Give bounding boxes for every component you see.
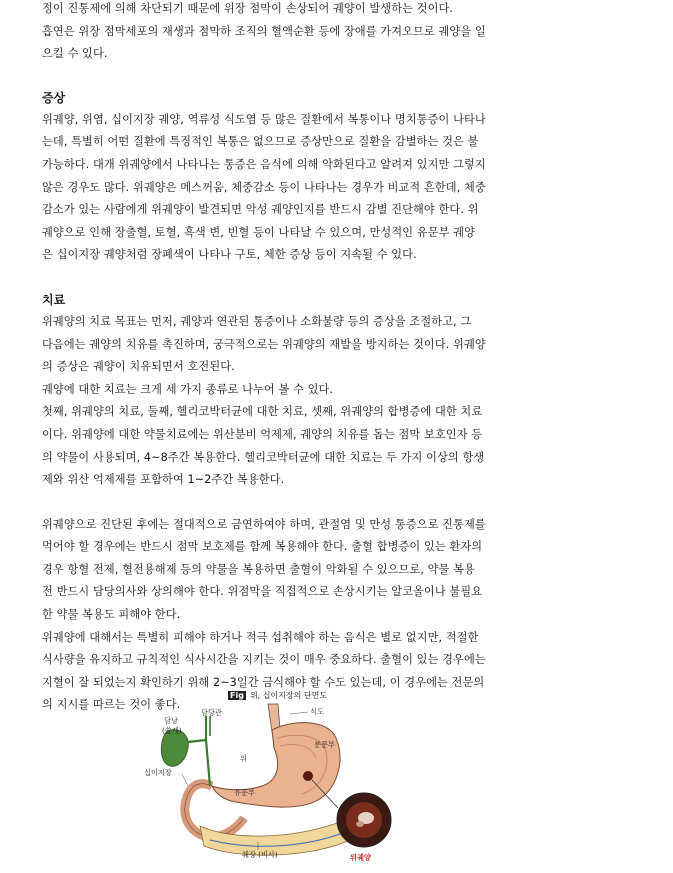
label-gallbladder: 담낭 — [164, 716, 178, 725]
label-cardia: 분문부 — [314, 740, 335, 749]
figure-caption-text: 위, 십이지장의 단면도 — [249, 691, 328, 700]
text-line: 정이 진통제에 의해 차단되기 때문에 위장 점막이 손상되어 궤양이 발생하는 것이다. — [42, 2, 454, 15]
text-line: 의 약물이 사용되며, 4~8주간 복용한다. 헬리코박터균에 대한 치료는 두 가지 이상의 항생 — [42, 450, 485, 464]
label-esophagus: 식도 — [310, 707, 324, 716]
text-line: 지혈이 잘 되었는지 확인하기 위해 2~3일간 금식해야 할 수도 있는데, 이 경우에는 전문의 — [42, 675, 485, 689]
text-line: 않은 경우도 많다. 위궤양은 메스꺼움, 체중감소 등이 나타나는 경우가 비교적 흔한데, 체중 — [42, 180, 486, 194]
text-line: 경우 항혈 전제, 혈전용해제 등의 약물을 복용하면 출혈이 악화될 수 있으므로, 약물 복용 — [42, 562, 475, 576]
paragraph-gap — [42, 492, 486, 514]
text-line: 제와 위산 억제제를 포함하여 1~2주간 복용한다. — [42, 473, 285, 487]
text-line: 다음에는 궤양의 치유를 촉진하며, 궁극적으로는 위궤양의 재발을 방지하는 것이다. 위궤양 — [42, 337, 486, 351]
stomach-diagram — [140, 690, 402, 870]
text-line: 궤양에 대한 치료는 크게 세 가지 종류로 나누어 볼 수 있다. — [42, 382, 334, 396]
label-stomach: 위 — [240, 754, 247, 763]
symptoms-paragraph — [42, 109, 486, 267]
text-line: 이다. 위궤양에 대한 약물치료에는 위산분비 억제제, 궤양의 치유를 돕는 점막 보호인자 등 — [42, 427, 483, 441]
label-gallbladder-sub: (쓸개) — [162, 726, 182, 735]
text-line: 먹어야 할 경우에는 반드시 점막 보호제를 함께 복용해야 한다. 출혈 합병증이 있는 환자의 — [42, 540, 483, 554]
section-heading-symptoms: 증상 — [42, 90, 66, 105]
label-pancreas: 췌장 (비사) — [242, 850, 278, 859]
text-line: 위궤양의 치료 목표는 먼저, 궤양과 연관된 통증이나 소화불량 등의 증상을 조절하고, 그 — [42, 314, 472, 328]
label-pylorus: 유문부 — [234, 788, 255, 797]
text-line: 은 십이지장 궤양처럼 장폐색이 나타나 구토, 체한 증상 등이 지속될 수 있다. — [42, 248, 417, 262]
text-line: 가능하다. 대개 위궤양에서 나타나는 통증은 음식에 의해 악화된다고 알려져 있지만 그렇지 — [42, 157, 486, 171]
label-ulcer: 위궤양 — [350, 853, 371, 862]
treatment-paragraph-2 — [42, 514, 486, 717]
label-duodenum: 십이지장 — [144, 768, 172, 777]
text-line: 궤양으로 인해 장출혈, 토혈, 흑색 변, 빈혈 등이 나타날 수 있으며, 만성적인 유문부 궤양 — [42, 225, 475, 239]
text-line: 감소가 있는 사람에게 위궤양이 발견되면 악성 궤양인지를 반드시 감별 진단해야 한다. 위 — [42, 203, 479, 217]
figure-tag: Fig — [230, 691, 244, 700]
section-heading-treatment: 치료 — [42, 292, 66, 307]
treatment-paragraph-1 — [42, 311, 486, 492]
text-line: 의 지시를 따르는 것이 좋다. — [42, 698, 181, 712]
text-line: 첫째, 위궤양의 치료, 둘째, 헬리코박터균에 대한 치료, 셋째, 위궤양의 합병증에 대한 치료 — [42, 405, 483, 419]
intro-paragraph — [42, 0, 486, 717]
text-line: 전 반드시 담당의사와 상의해야 한다. 위점막을 직접적으로 손상시키는 알코올이나 불필요 — [42, 585, 483, 599]
text-line: 으킬 수 있다. — [42, 47, 108, 61]
text-line: 는데, 특별히 어떤 질환에 특징적인 복통은 없으므로 증상만으로 질환을 감별하는 것은 불 — [42, 135, 479, 149]
text-line: 한 약물 복용도 피해야 한다. — [42, 608, 181, 622]
label-bile-duct: 담당관 — [201, 708, 222, 717]
text-line: 위궤양에 대해서는 특별히 피해야 하거나 적극 섭취해야 하는 음식은 별로 없지만, 적절한 — [42, 630, 479, 644]
text-line: 식사량을 유지하고 규칙적인 식사시간을 지키는 것이 매우 중요하다. 출혈이 있는 경우에는 — [42, 653, 486, 667]
text-line: 흡연은 위장 점막세포의 재생과 점막하 조직의 혈액순환 등에 장애를 가져오므로 궤양을 일 — [42, 24, 486, 38]
stomach-illustration — [140, 690, 402, 870]
text-line: 의 증상은 궤양이 치유되면서 호전된다. — [42, 360, 235, 374]
text-line: 위궤양, 위염, 십이지장 궤양, 역류성 식도염 등 많은 질환에서 복통이나 명치통증이 나타나 — [42, 112, 486, 126]
text-line: 위궤양으로 진단된 후에는 절대적으로 금연하여야 하며, 관절염 및 만성 통증으로 진통제를 — [42, 517, 486, 531]
